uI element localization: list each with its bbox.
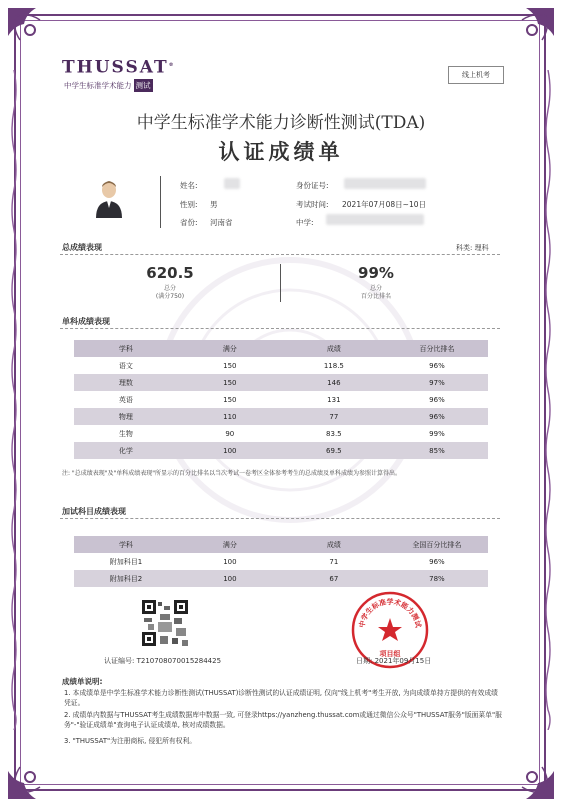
table-cell: 85% — [386, 442, 488, 459]
svg-text:中学生标准学术能力测试: 中学生标准学术能力测试 — [357, 598, 423, 629]
thussat-logo — [62, 56, 176, 92]
svg-text:项目组: 项目组 — [379, 650, 401, 658]
total-score-full: (满分750) — [155, 293, 185, 300]
table-header-row — [74, 536, 488, 553]
explanation-item-3: 3. "THUSSAT"为注册商标, 侵犯所有权利。 — [64, 737, 197, 745]
table-cell: 96% — [386, 391, 488, 408]
column-header: 满分 — [178, 340, 282, 357]
explanation-item-2: 2. 成绩单内数据与THUSSAT考生成绩数据库中数据一致, 可登录https://yanzheng.thussat.com或通过微信公众号"THUSSAT服务"版面菜单"服务"-"验证成绩单"查询电子认证成绩单, 核对成绩数据。 — [64, 711, 502, 729]
section-divider — [60, 328, 500, 329]
table-cell: 100 — [178, 553, 282, 570]
table-cell: 150 — [178, 374, 282, 391]
percentile-label-2: 百分比排名 — [360, 293, 391, 300]
table-cell: 83.5 — [282, 425, 386, 442]
gender-label: 性别: — [180, 200, 198, 209]
table-row — [74, 553, 488, 570]
score-divider — [280, 264, 281, 302]
table-cell: 化学 — [74, 442, 178, 459]
table-cell: 69.5 — [282, 442, 386, 459]
ranking-note: 注: "总成绩表现"及"单科成绩表现"所显示的百分比排名以当次考试一卷考区全体参考考生的总成绩及单科成绩为参照计算得出。 — [62, 470, 401, 477]
table-header-row — [74, 340, 488, 357]
table-cell: 语文 — [74, 357, 178, 374]
table-cell: 146 — [282, 374, 386, 391]
column-header: 百分比排名 — [386, 340, 488, 357]
table-cell: 99% — [386, 425, 488, 442]
logo-registered-mark: ® — [168, 62, 176, 68]
issue-date: 日期: 2021年09月15日 — [356, 657, 432, 665]
total-score-label: 总分 — [163, 285, 176, 292]
table-cell: 96% — [386, 553, 488, 570]
table-cell: 90 — [178, 425, 282, 442]
side-ornament — [544, 70, 552, 730]
column-header: 全国百分比排名 — [386, 536, 488, 553]
column-header: 满分 — [178, 536, 282, 553]
corner-ornament — [510, 755, 556, 801]
extra-scores-table — [74, 536, 488, 587]
section-divider — [60, 518, 500, 519]
column-header: 成绩 — [282, 340, 386, 357]
table-cell: 67 — [282, 570, 386, 587]
column-header: 成绩 — [282, 536, 386, 553]
table-row — [74, 374, 488, 391]
table-cell: 100 — [178, 442, 282, 459]
id-label: 身份证号: — [296, 181, 329, 190]
table-row — [74, 570, 488, 587]
table-row — [74, 425, 488, 442]
table-cell: 物理 — [74, 408, 178, 425]
column-header: 学科 — [74, 536, 178, 553]
online-exam-tag: 线上机考 — [448, 66, 504, 84]
overall-section-title: 总成绩表现 — [62, 243, 102, 252]
table-cell: 118.5 — [282, 357, 386, 374]
certificate-subtitle: 认证成绩单 — [218, 139, 344, 164]
province-value: 河南省 — [210, 218, 233, 227]
info-divider — [160, 176, 161, 228]
table-cell: 77 — [282, 408, 386, 425]
table-cell: 附加科目1 — [74, 553, 178, 570]
corner-ornament — [6, 6, 52, 52]
name-redacted — [224, 178, 240, 189]
table-cell: 78% — [386, 570, 488, 587]
table-row — [74, 391, 488, 408]
explanation-item-1: 1. 本成绩单是中学生标准学术能力诊断性测试(THUSSAT)诊断性测试的认证成绩证明, 仅向"线上机考"考生开放, 为向成绩单持方提供的有效成绩凭证。 — [64, 689, 498, 707]
logo-name: THUSSAT — [62, 57, 169, 78]
side-ornament — [10, 70, 18, 730]
section-divider — [60, 254, 500, 255]
explanation-title: 成绩单说明: — [62, 677, 103, 686]
table-cell: 97% — [386, 374, 488, 391]
name-label: 姓名: — [180, 181, 198, 190]
table-cell: 131 — [282, 391, 386, 408]
corner-ornament — [510, 6, 556, 52]
percentile-label: 总分 — [369, 285, 382, 292]
table-row — [74, 357, 488, 374]
id-redacted — [344, 178, 426, 189]
total-score: 620.5 — [146, 264, 194, 282]
table-cell: 71 — [282, 553, 386, 570]
table-cell: 96% — [386, 357, 488, 374]
subject-type: 科类: 理科 — [456, 244, 489, 252]
school-redacted — [326, 214, 424, 225]
certification-number: 认证编号: T210708070015284425 — [104, 657, 222, 665]
table-cell: 100 — [178, 570, 282, 587]
table-cell: 附加科目2 — [74, 570, 178, 587]
column-header: 学科 — [74, 340, 178, 357]
total-percentile: 99% — [358, 264, 394, 282]
table-cell: 英语 — [74, 391, 178, 408]
extra-section-title: 加试科目成绩表现 — [62, 507, 126, 516]
table-row — [74, 408, 488, 425]
school-label: 中学: — [296, 218, 314, 227]
table-cell: 96% — [386, 408, 488, 425]
subject-scores-table — [74, 340, 488, 459]
subjects-section-title: 单科成绩表现 — [62, 317, 110, 326]
province-label: 省份: — [180, 218, 198, 227]
gender-value: 男 — [210, 200, 218, 209]
table-row — [74, 442, 488, 459]
table-cell: 150 — [178, 391, 282, 408]
table-cell: 110 — [178, 408, 282, 425]
certificate-title: 中学生标准学术能力诊断性测试(TDA) — [136, 113, 426, 133]
qr-code-icon — [140, 598, 190, 648]
logo-subtitle-badge: 测试 — [135, 80, 151, 90]
student-avatar-icon — [94, 178, 124, 218]
table-cell: 生物 — [74, 425, 178, 442]
logo-subtitle: 中学生标准学术能力 — [64, 80, 132, 90]
table-cell: 理数 — [74, 374, 178, 391]
exam-time-value: 2021年07月08日~10日 — [342, 200, 427, 209]
exam-time-label: 考试时间: — [296, 200, 329, 209]
corner-ornament — [6, 755, 52, 801]
table-cell: 150 — [178, 357, 282, 374]
